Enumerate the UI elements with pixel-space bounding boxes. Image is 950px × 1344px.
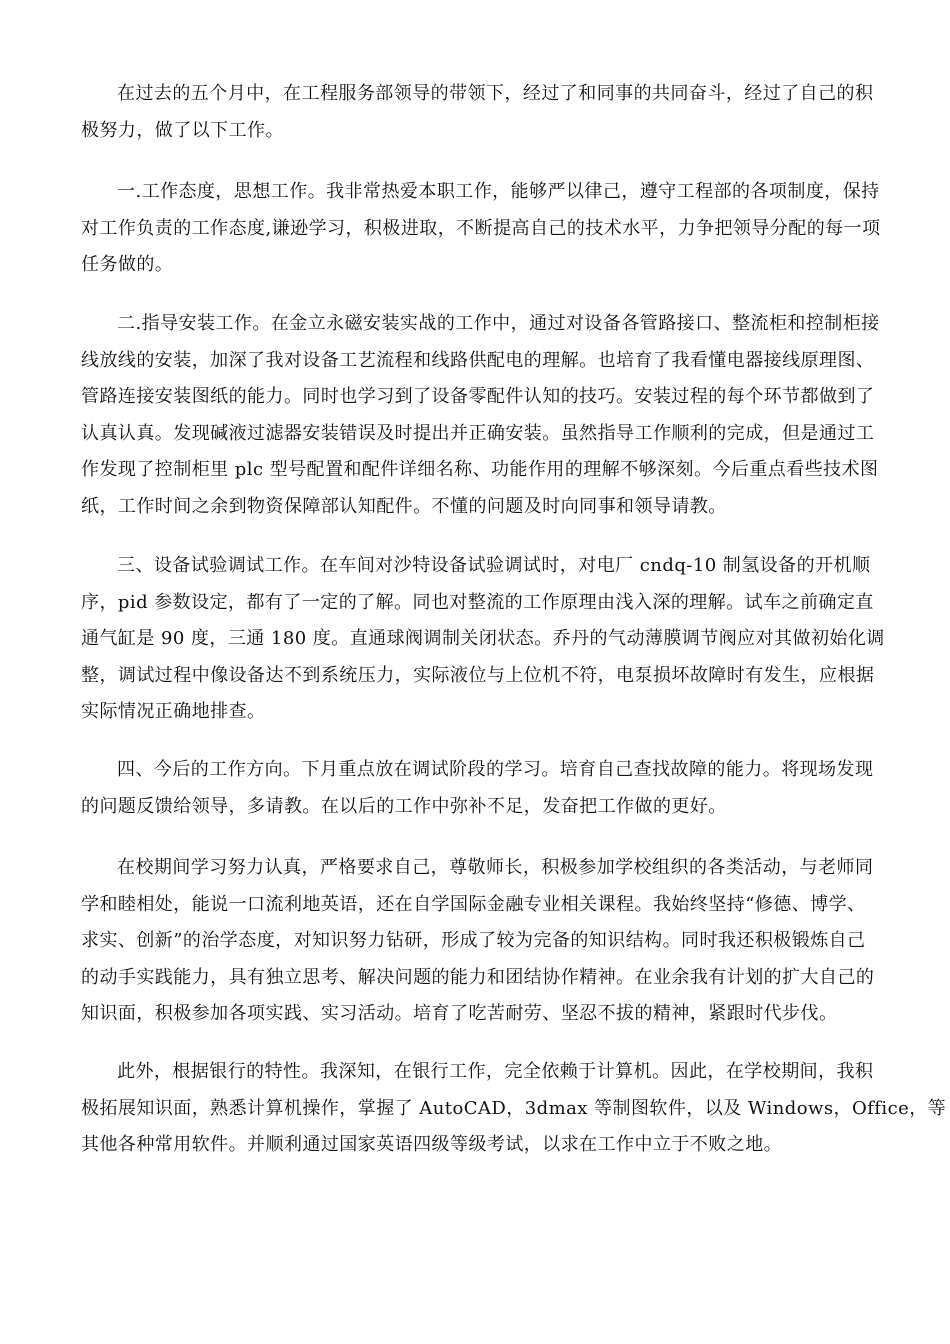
text-line: 知识面，积极参加各项实践、实习活动。培育了吃苦耐劳、坚忍不拔的精神，紧跟时代步伐。 xyxy=(81,1003,838,1024)
text-line: 一.工作态度，思想工作。我非常热爱本职工作，能够严以律己，遵守工程部的各项制度，保持 xyxy=(117,181,880,202)
text-line: 线放线的安装，加深了我对设备工艺流程和线路供配电的理解。也培育了我看懂电器接线原理图、 xyxy=(81,349,875,371)
text-line: 对工作负责的工作态度,谦逊学习，积极进取，不断提高自己的技术水平，力争把领导分配的每一项 xyxy=(81,217,881,239)
paragraph-installation xyxy=(81,306,880,525)
paragraph-bank-skills xyxy=(81,1054,947,1164)
text-line: 在过去的五个月中，在工程服务部领导的带领下，经过了和同事的共同奋斗，经过了自己的积 xyxy=(117,83,874,104)
text-line: 求实、创新”的治学态度，对知识努力钻研，形成了较为完备的知识结构。同时我还积极锻炼自己 xyxy=(81,930,866,951)
paragraph-testing xyxy=(81,548,885,731)
text-line: 纸，工作时间之余到物资保障部认知配件。不懂的问题及时向同事和领导请教。 xyxy=(81,495,727,517)
paragraph-intro xyxy=(81,76,874,149)
paragraph-work-attitude xyxy=(81,174,881,284)
text-line: 在校期间学习努力认真，严格要求自己，尊敬师长，积极参加学校组织的各类活动，与老师同 xyxy=(117,857,874,878)
text-line: 整，调试过程中像设备达不到系统压力，实际液位与上位机不符，电泵损坏故障时有发生，应根据 xyxy=(81,664,875,686)
text-line: 四、今后的工作方向。下月重点放在调试阶段的学习。培育自己查找故障的能力。将现场发现 xyxy=(117,759,874,780)
text-line: 学和睦相处，能说一口流利地英语，还在自学国际金融专业相关课程。我始终坚持“修德、博学、 xyxy=(81,893,866,915)
text-line: 三、设备试验调试工作。在车间对沙特设备试验调试时，对电厂 cndq-10 制氢设备的开机顺 xyxy=(117,555,871,576)
text-line: 的动手实践能力，具有独立思考、解决问题的能力和团结协作精神。在业余我有计划的扩大自己的 xyxy=(81,966,875,988)
text-line: 的问题反馈给领导，多请教。在以后的工作中弥补不足，发奋把工作做的更好。 xyxy=(81,795,727,817)
text-line: 任务做的。 xyxy=(81,254,174,275)
text-line: 作发现了控制柜里 plc 型号配置和配件详细名称、功能作用的理解不够深刻。今后重点看些技术图 xyxy=(81,459,879,480)
paragraph-school-study xyxy=(81,850,875,1033)
text-line: 二.指导安装工作。在金立永磁安装实战的工作中，通过对设备各管路接口、整流柜和控制柜接 xyxy=(117,313,880,334)
text-line: 通气缸是 90 度，三通 180 度。直通球阀调制关闭状态。乔丹的气动薄膜调节阀应对其做初始化调 xyxy=(81,628,885,649)
text-line: 管路连接安装图纸的能力。同时也学习到了设备零配件认知的技巧。安装过程的每个环节都做到了 xyxy=(81,386,875,407)
text-line: 极拓展知识面，熟悉计算机操作，掌握了 AutoCAD，3dmax 等制图软件，以及 Windows，Office，等 xyxy=(81,1097,947,1119)
paragraph-future-direction xyxy=(81,752,874,825)
text-line: 极努力，做了以下工作。 xyxy=(81,119,284,141)
text-line: 实际情况正确地排查。 xyxy=(81,701,266,722)
text-line: 认真认真。发现碱液过滤器安装错误及时提出并正确安装。虽然指导工作顺利的完成，但是通过工 xyxy=(81,422,875,444)
text-line: 其他各种常用软件。并顺利通过国家英语四级等级考试，以求在工作中立于不败之地。 xyxy=(81,1134,783,1155)
text-line: 序，pid 参数设定，都有了一定的了解。同也对整流的工作原理由浅入深的理解。试车之前确定直 xyxy=(81,591,874,613)
text-line: 此外，根据银行的特性。我深知，在银行工作，完全依赖于计算机。因此，在学校期间，我积 xyxy=(117,1061,874,1082)
